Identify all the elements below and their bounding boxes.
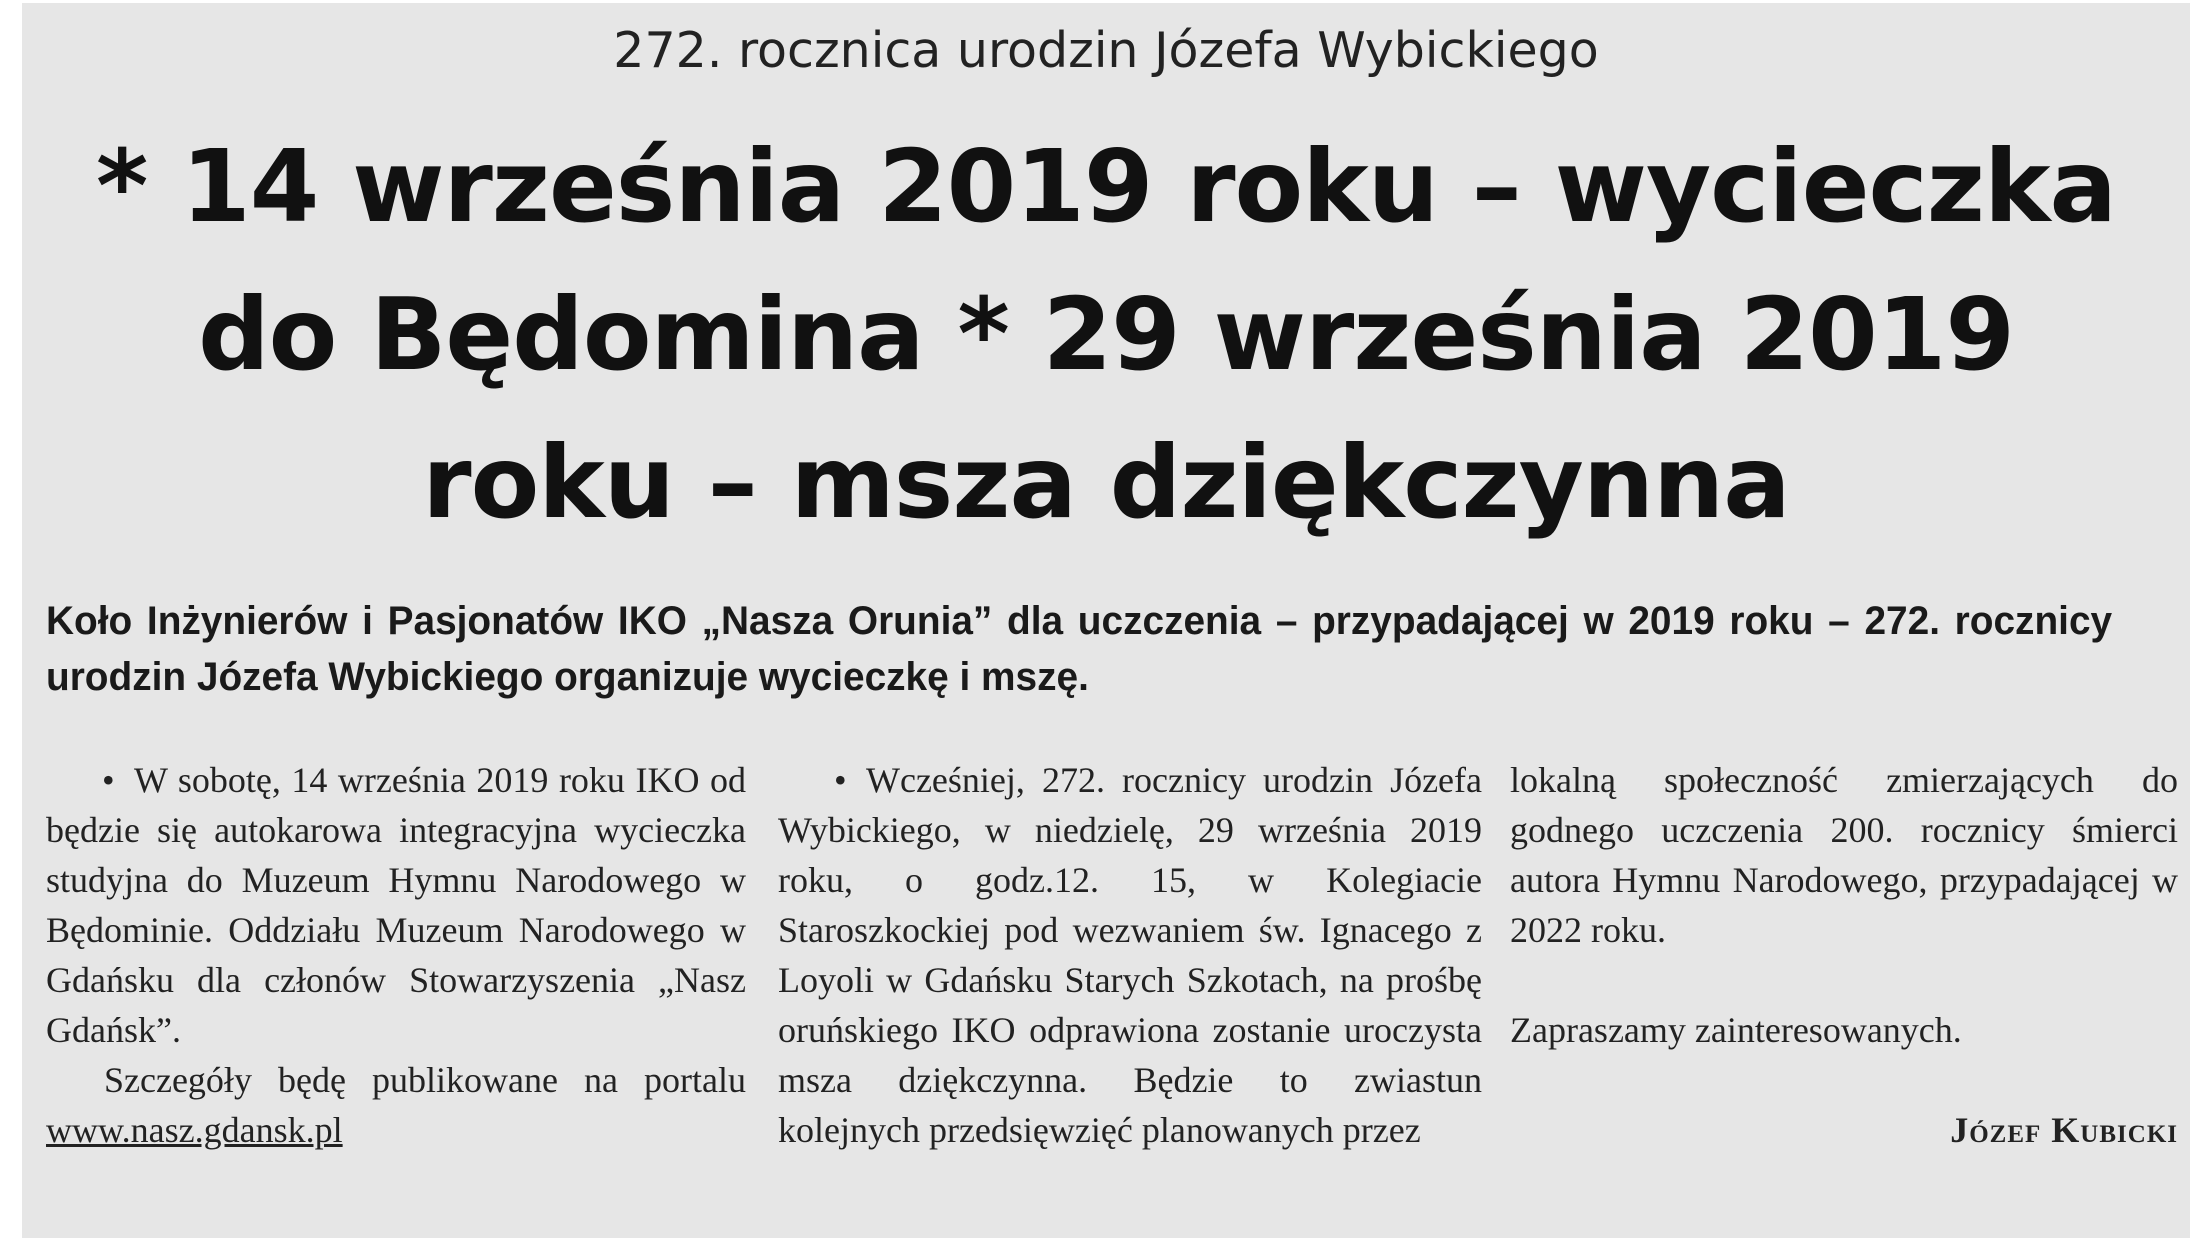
invitation-text: Zapraszamy zainteresowanych. <box>1510 1010 1962 1050</box>
details-text: Szczegóły będę publikowane na portalu <box>104 1060 746 1100</box>
bullet-icon: • <box>102 760 115 800</box>
excursion-text: W sobotę, 14 września 2019 roku IKO od będzie się autokarowa integracyjna wycieczka studyjna do Muzeum Hymnu Narodowego w Będominie. Oddziału Muzeum Narodowego w Gdańsku dla członów Stowarzyszenia „Nasz Gdańsk”. <box>46 760 746 1050</box>
article-panel <box>22 3 2190 1238</box>
article-headline: * 14 września 2019 roku – wycieczka do Będomina * 29 września 2019 roku – msza dziękczynna <box>96 128 2116 541</box>
text-column-3 <box>1510 755 2178 1155</box>
article-kicker: 272. rocznica urodzin Józefa Wybickiego <box>613 22 1599 79</box>
bullet-icon: • <box>834 760 847 800</box>
continuation-paragraph: lokalną społeczność zmierzających do godnego uczczenia 200. rocznicy śmierci autora Hymnu Narodowego, przypadającej w 2022 roku. <box>1510 760 2178 950</box>
mass-text: Wcześniej, 272. rocznicy urodzin Józefa Wybickiego, w niedzielę, 29 września 2019 roku, o godz.12. 15, w Kolegiacie Staroszkockiej pod wezwaniem św. Ignacego z Loyoli w Gdańsku Starych Szkotach, na prośbę oruńskiego IKO odprawiona zostanie uroczysta msza dziękczynna. Będzie to zwiastun kolejnych przedsięwzięć planowanych przez <box>778 760 1482 1150</box>
text-column-2 <box>778 755 1482 1155</box>
bullet-paragraph-excursion <box>46 755 746 1055</box>
portal-link[interactable]: www.nasz.gdansk.pl <box>46 1110 343 1150</box>
bullet-paragraph-mass <box>778 755 1482 1155</box>
author-signature: Józef Kubicki <box>1950 1110 2178 1150</box>
article-lead: Koło Inżynierów i Pasjonatów IKO „Nasza Orunia” dla uczczenia – przypadającej w 2019 roku – 272. rocznicy urodzin Józefa Wybickiego organizuje wycieczkę i mszę. <box>46 599 2113 699</box>
details-paragraph <box>46 1055 746 1155</box>
text-column-1 <box>46 755 746 1155</box>
